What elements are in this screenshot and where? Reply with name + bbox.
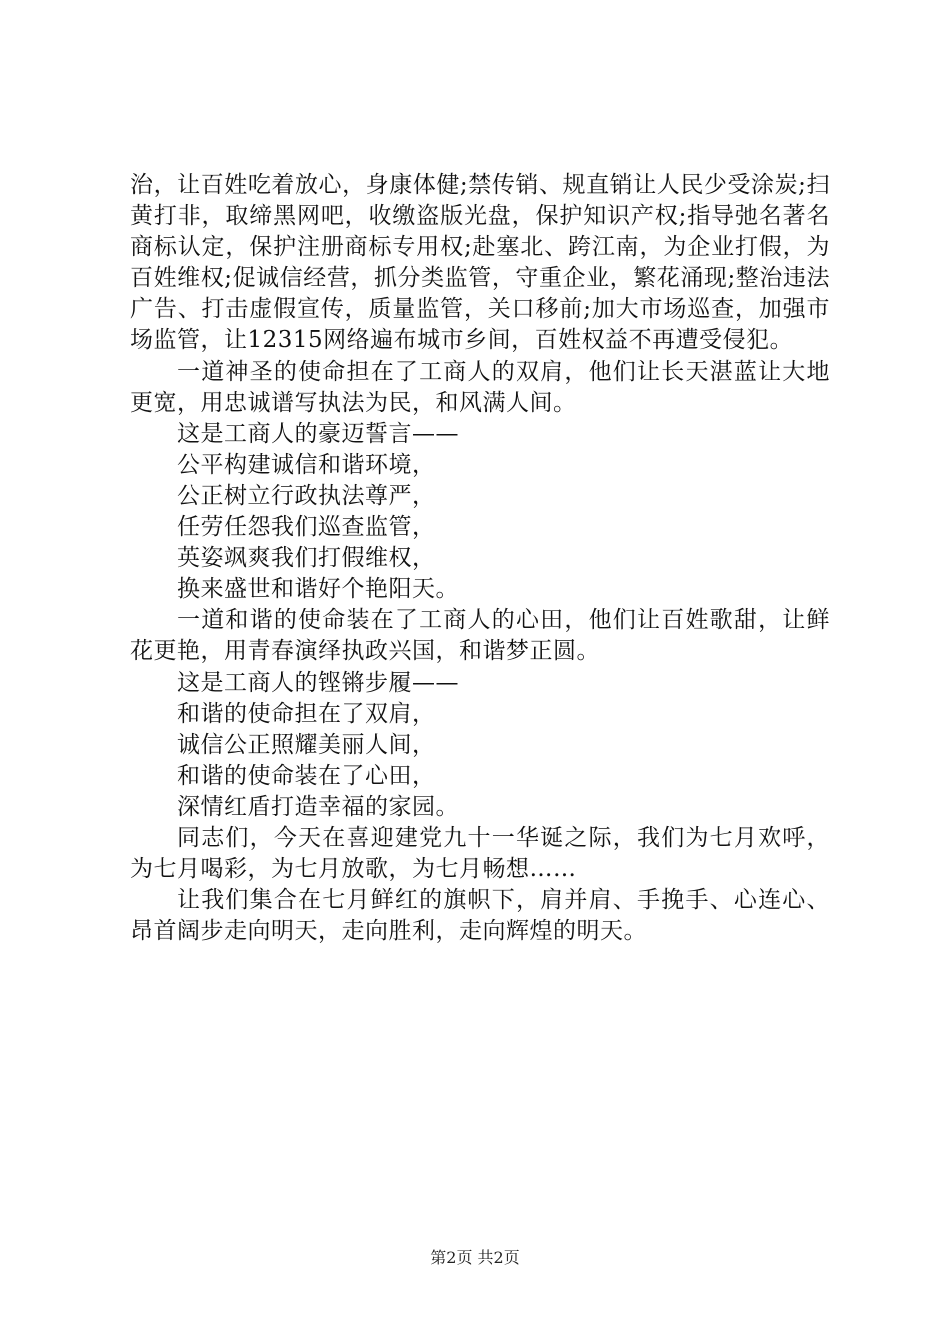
verse-line-10: 和谐的使命装在了心田， <box>177 762 436 789</box>
verse-line-7: 这是工商人的铿锵步履—— <box>177 669 459 696</box>
verse-line-11: 深情红盾打造幸福的家园。 <box>177 793 459 820</box>
paragraph-4: 同志们，今天在喜迎建党九十一华诞之际，我们为七月欢呼，为七月喝彩，为七月放歌，为七月畅想…… <box>130 824 830 883</box>
page-number-footer: 第2页 共2页 <box>430 1248 520 1267</box>
paragraph-3: 一道和谐的使命装在了工商人的心田，他们让百姓歌甜，让鲜花更艳，用青春演绎执政兴国，和谐梦正圆。 <box>130 607 830 665</box>
verse-line-2: 公平构建诚信和谐环境， <box>177 451 436 478</box>
paragraph-1: 治，让百姓吃着放心，身康体健;禁传销、规直销让人民少受涂炭;扫黄打非，取缔黑网吧，收缴盗版光盘，保护知识产权;指导弛名著名商标认定，保护注册商标专用权;赴塞北、跨江南，为企业打假，为百姓维权;促诚信经营，抓分类监管，守重企业，繁花涌现;整治违法广告、打击虚假宣传，质量监管，关口移前;加大市场巡查，加强市场监管，让12315网络遍布城市乡间，百姓权益不再遭受侵犯。 <box>130 172 830 354</box>
verse-line-1: 这是工商人的豪迈誓言—— <box>177 420 459 447</box>
paragraph-5: 让我们集合在七月鲜红的旗帜下，肩并肩、手挽手、心连心、昂首阔步走向明天，走向胜利，走向辉煌的明天。 <box>130 887 830 945</box>
document-body <box>130 170 830 947</box>
verse-line-6: 换来盛世和谐好个艳阳天。 <box>177 576 459 603</box>
verse-line-5: 英姿飒爽我们打假维权， <box>177 545 436 572</box>
verse-line-3: 公正树立行政执法尊严， <box>177 482 436 509</box>
verse-line-4: 任劳任怨我们巡查监管， <box>177 514 436 541</box>
verse-line-8: 和谐的使命担在了双肩， <box>177 700 436 727</box>
paragraph-2: 一道神圣的使命担在了工商人的双肩，他们让长天湛蓝让大地更宽，用忠诚谱写执法为民，和风满人间。 <box>130 358 830 416</box>
verse-line-9: 诚信公正照耀美丽人间， <box>177 731 436 758</box>
